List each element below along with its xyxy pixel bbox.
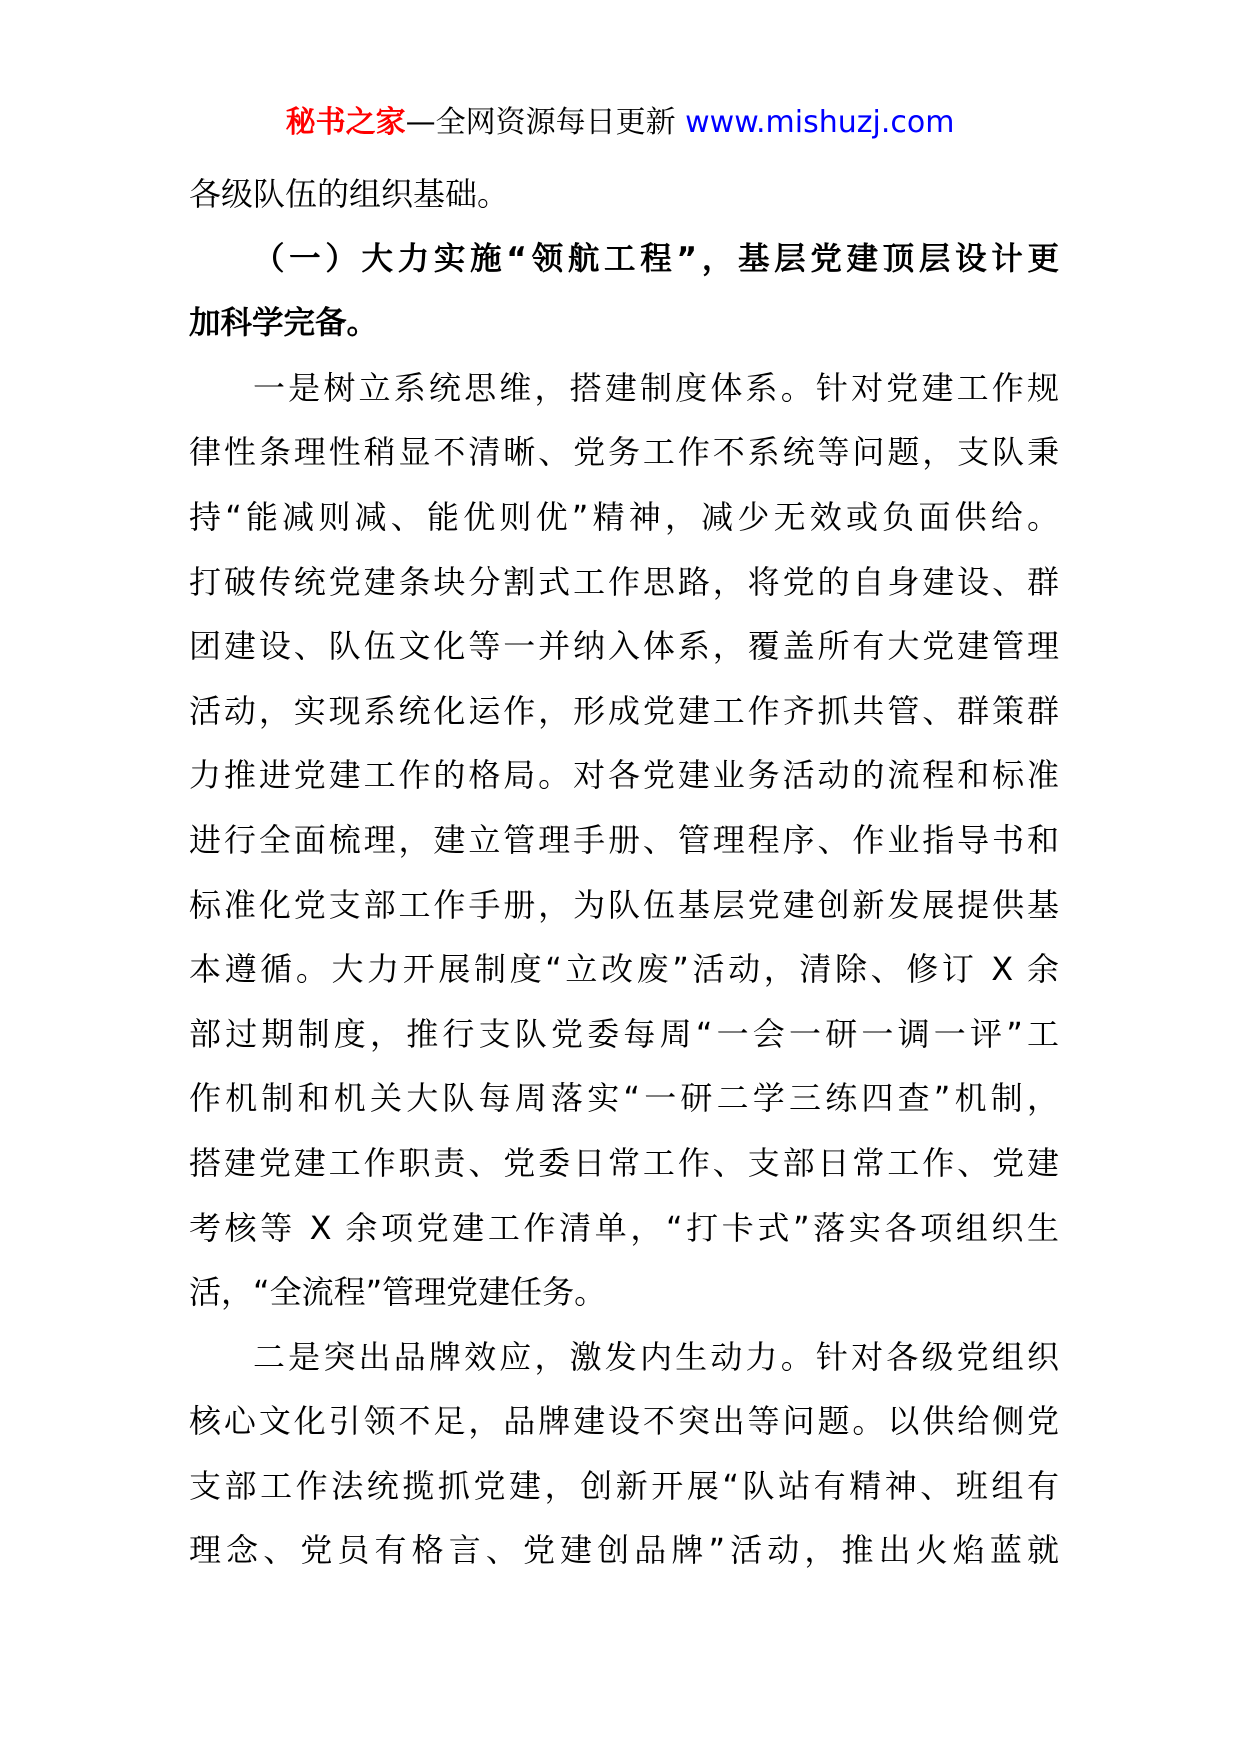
paragraph-line: 支部工作法统揽抓党建，创新开展“队站有精神、班组有 bbox=[189, 1466, 1059, 1505]
header-slogan: —全网资源每日更新 bbox=[405, 105, 686, 140]
paragraph-line: 进行全面梳理，建立管理手册、管理程序、作业指导书和 bbox=[189, 820, 1059, 859]
paragraph-line: 力推进党建工作的格局。对各党建业务活动的流程和标准 bbox=[189, 756, 1059, 795]
paragraph-line: 作机制和机关大队每周落实“一研二学三练四查”机制， bbox=[189, 1079, 1059, 1118]
paragraph-line: 活动，实现系统化运作，形成党建工作齐抓共管、群策群 bbox=[189, 691, 1059, 730]
paragraph-line: 标准化党支部工作手册，为队伍基层党建创新发展提供基 bbox=[189, 885, 1059, 924]
section-heading-line: 加科学完备。 bbox=[189, 305, 379, 342]
paragraph-line: 部过期制度，推行支队党委每周“一会一研一调一评”工 bbox=[189, 1014, 1059, 1053]
paragraph-line: 律性条理性稍显不清晰、党务工作不系统等问题，支队秉 bbox=[189, 433, 1059, 472]
paragraph-line: 一是树立系统思维，搭建制度体系。针对党建工作规 bbox=[253, 368, 1059, 407]
document-body bbox=[189, 162, 1059, 1583]
paragraph-line: 理念、党员有格言、党建创品牌”活动，推出火焰蓝就 bbox=[189, 1531, 1059, 1570]
paragraph-line: 持“能减则减、能优则优”精神，减少无效或负面供给。 bbox=[189, 497, 1059, 536]
section-heading-line: （一）大力实施“领航工程”，基层党建顶层设计更 bbox=[253, 240, 1059, 277]
paragraph-line: 各级队伍的组织基础。 bbox=[189, 175, 510, 213]
brand-name: 秘书之家 bbox=[285, 105, 406, 140]
page-header bbox=[0, 100, 1240, 146]
paragraph-line: 考核等 X 余项党建工作清单，“打卡式”落实各项组织生 bbox=[189, 1208, 1059, 1247]
paragraph-line: 团建设、队伍文化等一并纳入体系，覆盖所有大党建管理 bbox=[189, 627, 1059, 666]
site-url-link[interactable]: www.mishuzj.com bbox=[685, 105, 955, 140]
paragraph-line: 搭建党建工作职责、党委日常工作、支部日常工作、党建 bbox=[189, 1143, 1059, 1182]
paragraph-line: 打破传统党建条块分割式工作思路，将党的自身建设、群 bbox=[189, 562, 1059, 601]
paragraph-line: 本遵循。大力开展制度“立改废”活动，清除、修订 X 余 bbox=[189, 950, 1059, 989]
paragraph-line: 二是突出品牌效应，激发内生动力。针对各级党组织 bbox=[253, 1337, 1059, 1376]
paragraph-line: 活，“全流程”管理党建任务。 bbox=[189, 1273, 607, 1312]
paragraph-line: 核心文化引领不足，品牌建设不突出等问题。以供给侧党 bbox=[189, 1402, 1059, 1441]
